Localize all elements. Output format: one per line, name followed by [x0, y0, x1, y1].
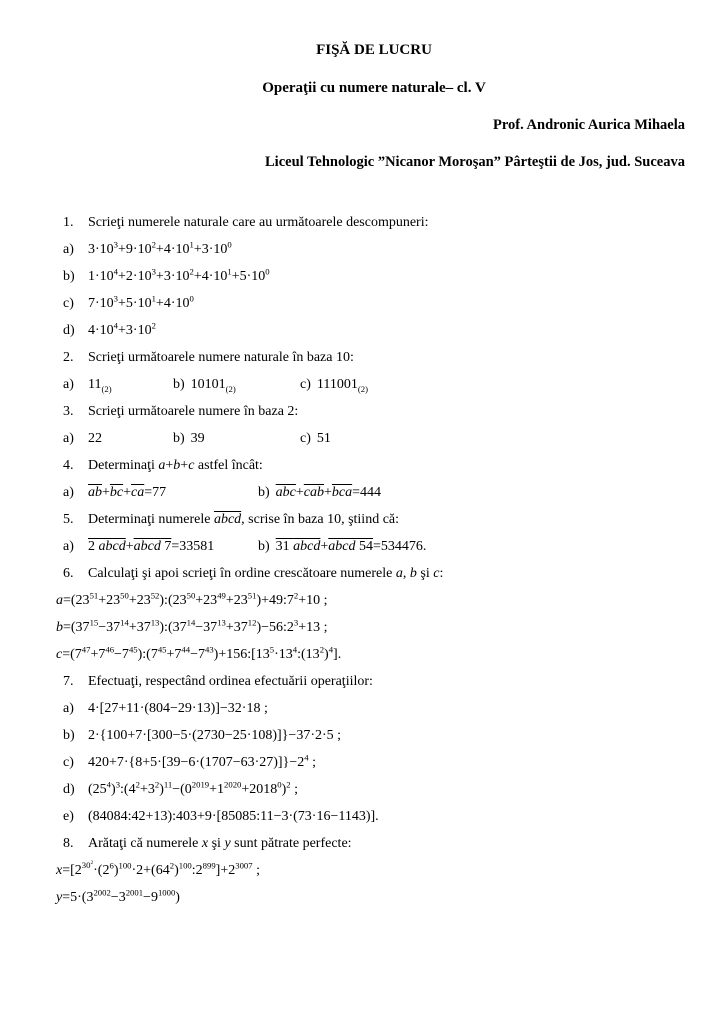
problem-number: 3. [63, 404, 74, 419]
item-math: $3\cdot 10^3+9\cdot 10^2+4\cdot 10^1+3\cdot 10^0$ [88, 239, 232, 257]
problem-text: Scrieţi următoarele numere naturale în baza 10: [88, 350, 354, 365]
problem-text: Arătaţi că numerele x şi y sunt pătrate perfecte: [88, 836, 352, 851]
problem-heading [63, 512, 685, 539]
item-label: c) [63, 296, 74, 311]
problem-heading [63, 458, 685, 485]
item-label: b) [173, 377, 185, 392]
item-label: e) [63, 809, 74, 824]
problem-item [56, 590, 685, 620]
item-label: c) [63, 755, 74, 770]
problem-item [63, 239, 685, 269]
item-math: 22 [88, 431, 102, 446]
problem-number: 6. [63, 566, 74, 581]
problem-options-row [63, 539, 685, 566]
problem-number: 5. [63, 512, 74, 527]
item-label: b) [258, 485, 270, 500]
item-label: b) [173, 431, 185, 446]
problem-item [63, 809, 685, 836]
item-math: $\overline{ab}+\overline{bc}+\overline{ca}=77$ [88, 485, 167, 500]
problem-number: 8. [63, 836, 74, 851]
item-math: 51 [316, 431, 331, 446]
worksheet-subtitle: Operaţii cu numere naturale– cl. V [262, 80, 486, 96]
problem-item [63, 266, 685, 296]
problem-item [63, 377, 173, 393]
item-label: a) [63, 242, 74, 257]
problem-text: Determinaţi a+b+c astfel încât: [88, 458, 263, 473]
problem-item [258, 485, 381, 501]
item-math: 39 [190, 431, 205, 446]
item-math: (84084:42+13):403+9·[85085:11−3·(73·16−1143)]. [88, 809, 379, 824]
problem-text: Efectuaţi, respectând ordinea efectuării operaţiilor: [88, 674, 373, 689]
item-math: $y=5\cdot(3^{2002}-3^{2001}-9^{1000})$ [56, 887, 180, 905]
item-math: $10101_{(2)}$ [190, 377, 236, 394]
worksheet-header [63, 42, 685, 171]
problem-number: 7. [63, 674, 74, 689]
item-math: $7\cdot 10^3+5\cdot 10^1+4\cdot 10^0$ [88, 293, 194, 311]
problem-heading [63, 215, 685, 242]
item-label: a) [63, 539, 74, 554]
problem-item [63, 293, 685, 323]
item-label: b) [63, 728, 75, 743]
item-math: 2 abcd+abcd 7=33581 [88, 539, 215, 554]
item-label: a) [63, 701, 74, 716]
problem-heading [63, 350, 685, 377]
problem-item [63, 539, 258, 555]
item-label: d) [63, 782, 75, 797]
problem-heading [63, 836, 685, 863]
school-name: Liceul Tehnologic ”Nicanor Moroşan” Pârteştii de Jos, jud. Suceava [265, 154, 685, 170]
item-math: $4\cdot 10^4+3\cdot 10^2$ [88, 320, 156, 338]
problem-heading [63, 674, 685, 701]
item-math: $c=(7^{47}+7^{46}-7^{45}):(7^{45}+7^{44}-7^{43})+156:[13^5\cdot 13^4:(13^2)^4]$. [56, 644, 342, 662]
problem-text: Scrieţi numerele naturale care au următoarele descompuneri: [88, 215, 429, 230]
problem-item [173, 431, 300, 447]
item-label: a) [63, 485, 74, 500]
item-label: b) [63, 269, 75, 284]
problem-item [63, 485, 258, 501]
problem-item [56, 644, 685, 674]
item-math: 2·{100+7·[300−5·(2730−25·108)]}−37·2·5 ; [88, 728, 342, 743]
problem-options-row [63, 431, 685, 458]
item-label: c) [300, 377, 311, 392]
problem-list [56, 215, 685, 917]
item-math: $(25^4)^3:(4^2+3^2)^{11}-(0^{2019}+1^{2020}+2018^0)^2$ ; [88, 779, 299, 797]
problem-item [63, 320, 685, 350]
item-math: $111001_{(2)}$ [316, 377, 368, 394]
item-math: $x=[2^{30^2}\cdot(2^6)^{100}\cdot 2+(64^2)^{100}:2^{899}]+2^{3007}$ ; [56, 860, 260, 878]
problem-options-row [63, 377, 685, 404]
problem-text: Determinaţi numerele abcd, scrise în baza 10, ştiind că: [88, 512, 400, 527]
item-math: $1\cdot 10^4+2\cdot 10^3+3\cdot 10^2+4\cdot 10^1+5\cdot 10^0$ [88, 266, 270, 284]
problem-number: 4. [63, 458, 74, 473]
item-label: c) [300, 431, 311, 446]
problem-item [63, 431, 173, 447]
problem-item [63, 752, 685, 782]
problem-heading [63, 566, 685, 593]
problem-item [173, 377, 300, 393]
problem-item [300, 431, 331, 447]
problem-number: 2. [63, 350, 74, 365]
item-label: b) [258, 539, 270, 554]
worksheet-title: FIŞĂ DE LUCRU [316, 42, 432, 58]
problem-text: Scrieţi următoarele numere în baza 2: [88, 404, 299, 419]
item-math: 31 abcd+abcd 54=534476. [275, 539, 427, 554]
item-math: 4·[27+11·(804−29·13)]−32·18 ; [88, 701, 268, 716]
problem-item [63, 701, 685, 728]
problem-item [56, 617, 685, 647]
item-label: a) [63, 431, 74, 446]
problem-heading [63, 404, 685, 431]
professor-name: Prof. Andronic Aurica Mihaela [493, 117, 685, 133]
problem-item [56, 860, 685, 890]
item-math: $11_{(2)}$ [88, 377, 112, 394]
problem-item [63, 779, 685, 809]
problem-text: Calculaţi şi apoi scrieţi în ordine crescătoare numerele a, b şi c: [88, 566, 444, 581]
item-label: d) [63, 323, 75, 338]
problem-item [300, 377, 368, 393]
item-label: a) [63, 377, 74, 392]
item-math: $420+7\cdot\{8+5\cdot[39-6\cdot(1707-63\cdot 27)]\}-2^4$ ; [88, 752, 316, 770]
problem-item [258, 539, 426, 555]
item-math: $\overline{abc}+\overline{cab}+\overline{bca}=444$ [275, 485, 382, 500]
item-math: $b=(37^{15}-37^{14}+37^{13}):(37^{14}-37^{13}+37^{12})-56:2^3+13$ ; [56, 617, 328, 635]
item-math: $a=(23^{51}+23^{50}+23^{52}):(23^{50}+23^{49}+23^{51})+49:7^2+10$ ; [56, 590, 328, 608]
problem-number: 1. [63, 215, 74, 230]
problem-item [63, 728, 685, 755]
problem-options-row [63, 485, 685, 512]
problem-item [56, 887, 685, 917]
